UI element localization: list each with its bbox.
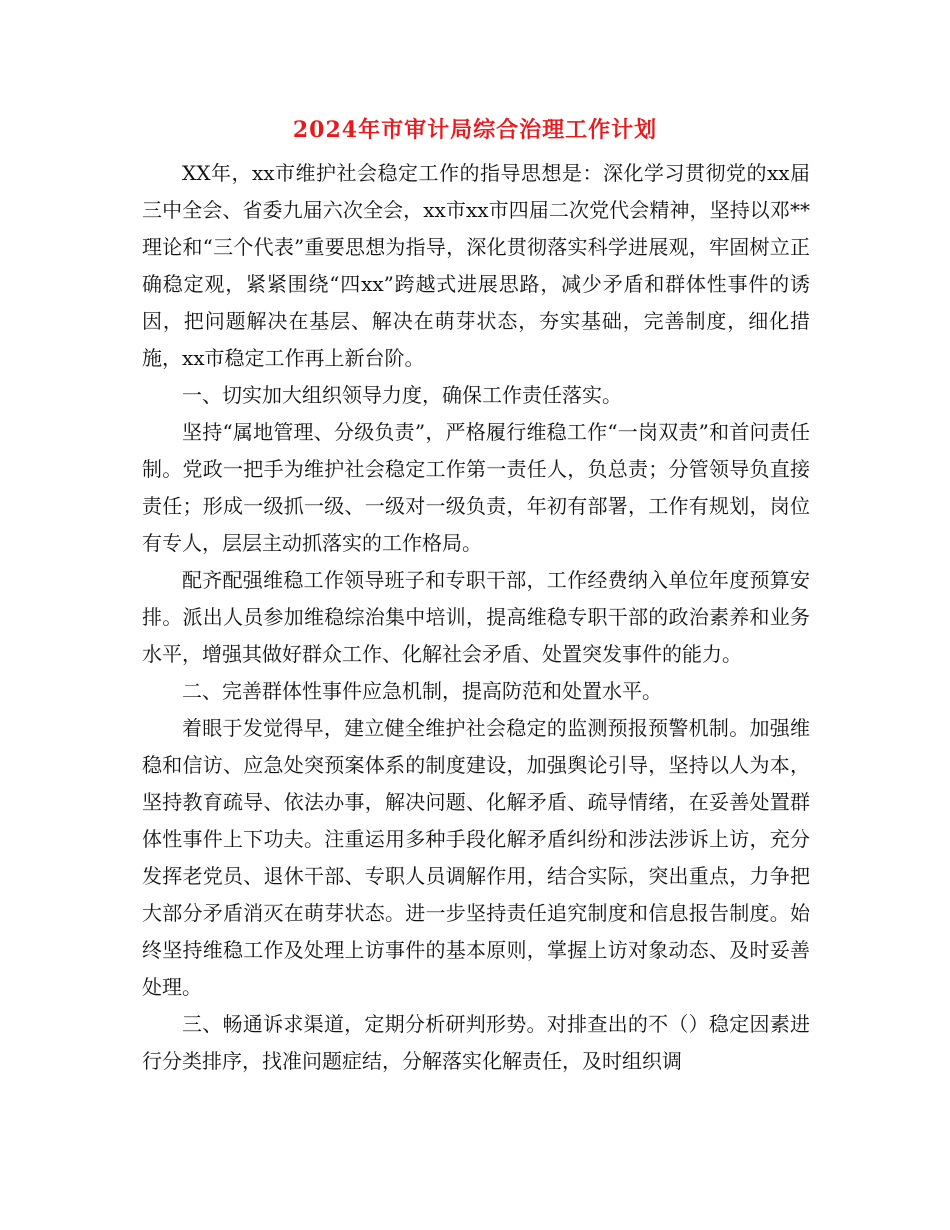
paragraph-staffing: 配齐配强维稳工作领导班子和专职干部，工作经费纳入单位年度预算安排。派出人员参加维稳综治集中培训，提高维稳专职干部的政治素养和业务水平，增强其做好群众工作、化解社会矛盾、处置突发事件的能力。 [142,568,810,666]
paragraph-responsibility: 坚持“属地管理、分级负责”，严格履行维稳工作“一岗双责”和首问责任制。党政一把手为维护社会稳定工作第一责任人，负总责；分管领导负直接责任；形成一级抓一级、一级对一级负责，年初有部署，工作有规划，岗位有专人，层层主动抓落实的工作格局。 [142,420,810,555]
section-heading-1: 一、切实加大组织领导力度，确保工作责任落实。 [182,383,622,407]
paragraph-emergency-mechanism: 着眼于发觉得早，建立健全维护社会稳定的监测预报预警机制。加强维稳和信访、应急处突预案体系的制度建设，加强舆论引导，坚持以人为本，坚持教育疏导、依法办事，解决问题、化解矛盾、疏导情绪，在妥善处置群体性事件上下功夫。注重运用多种手段化解矛盾纠纷和涉法涉诉上访，充分发挥老党员、退休干部、专职人员调解作用，结合实际，突出重点，力争把大部分矛盾消灭在萌芽状态。进一步坚持责任追究制度和信息报告制度。始终坚持维稳工作及处理上访事件的基本原则，掌握上访对象动态、及时妥善处理。 [142,716,810,999]
document-title: 2024年市审计局综合治理工作计划 [292,117,658,143]
paragraph-intro: XX年，xx市维护社会稳定工作的指导思想是：深化学习贯彻党的xx届三中全会、省委九届六次全会，xx市xx市四届二次党代会精神，坚持以邓**理论和“三个代表”重要思想为指导，深化贯彻落实科学进展观，牢固树立正确稳定观，紧紧围绕“四xx”跨越式进展思路，减少矛盾和群体性事件的诱因，把问题解决在基层、解决在萌芽状态，夯实基础，完善制度，细化措施，xx市稳定工作再上新台阶。 [142,161,810,370]
paragraph-section-3: 三、畅通诉求渠道，定期分析研判形势。对排查出的不（）稳定因素进行分类排序，找准问题症结，分解落实化解责任，及时组织调 [142,1012,810,1073]
section-heading-2: 二、完善群体性事件应急机制，提高防范和处置水平。 [182,679,662,703]
document-body [142,155,810,1080]
